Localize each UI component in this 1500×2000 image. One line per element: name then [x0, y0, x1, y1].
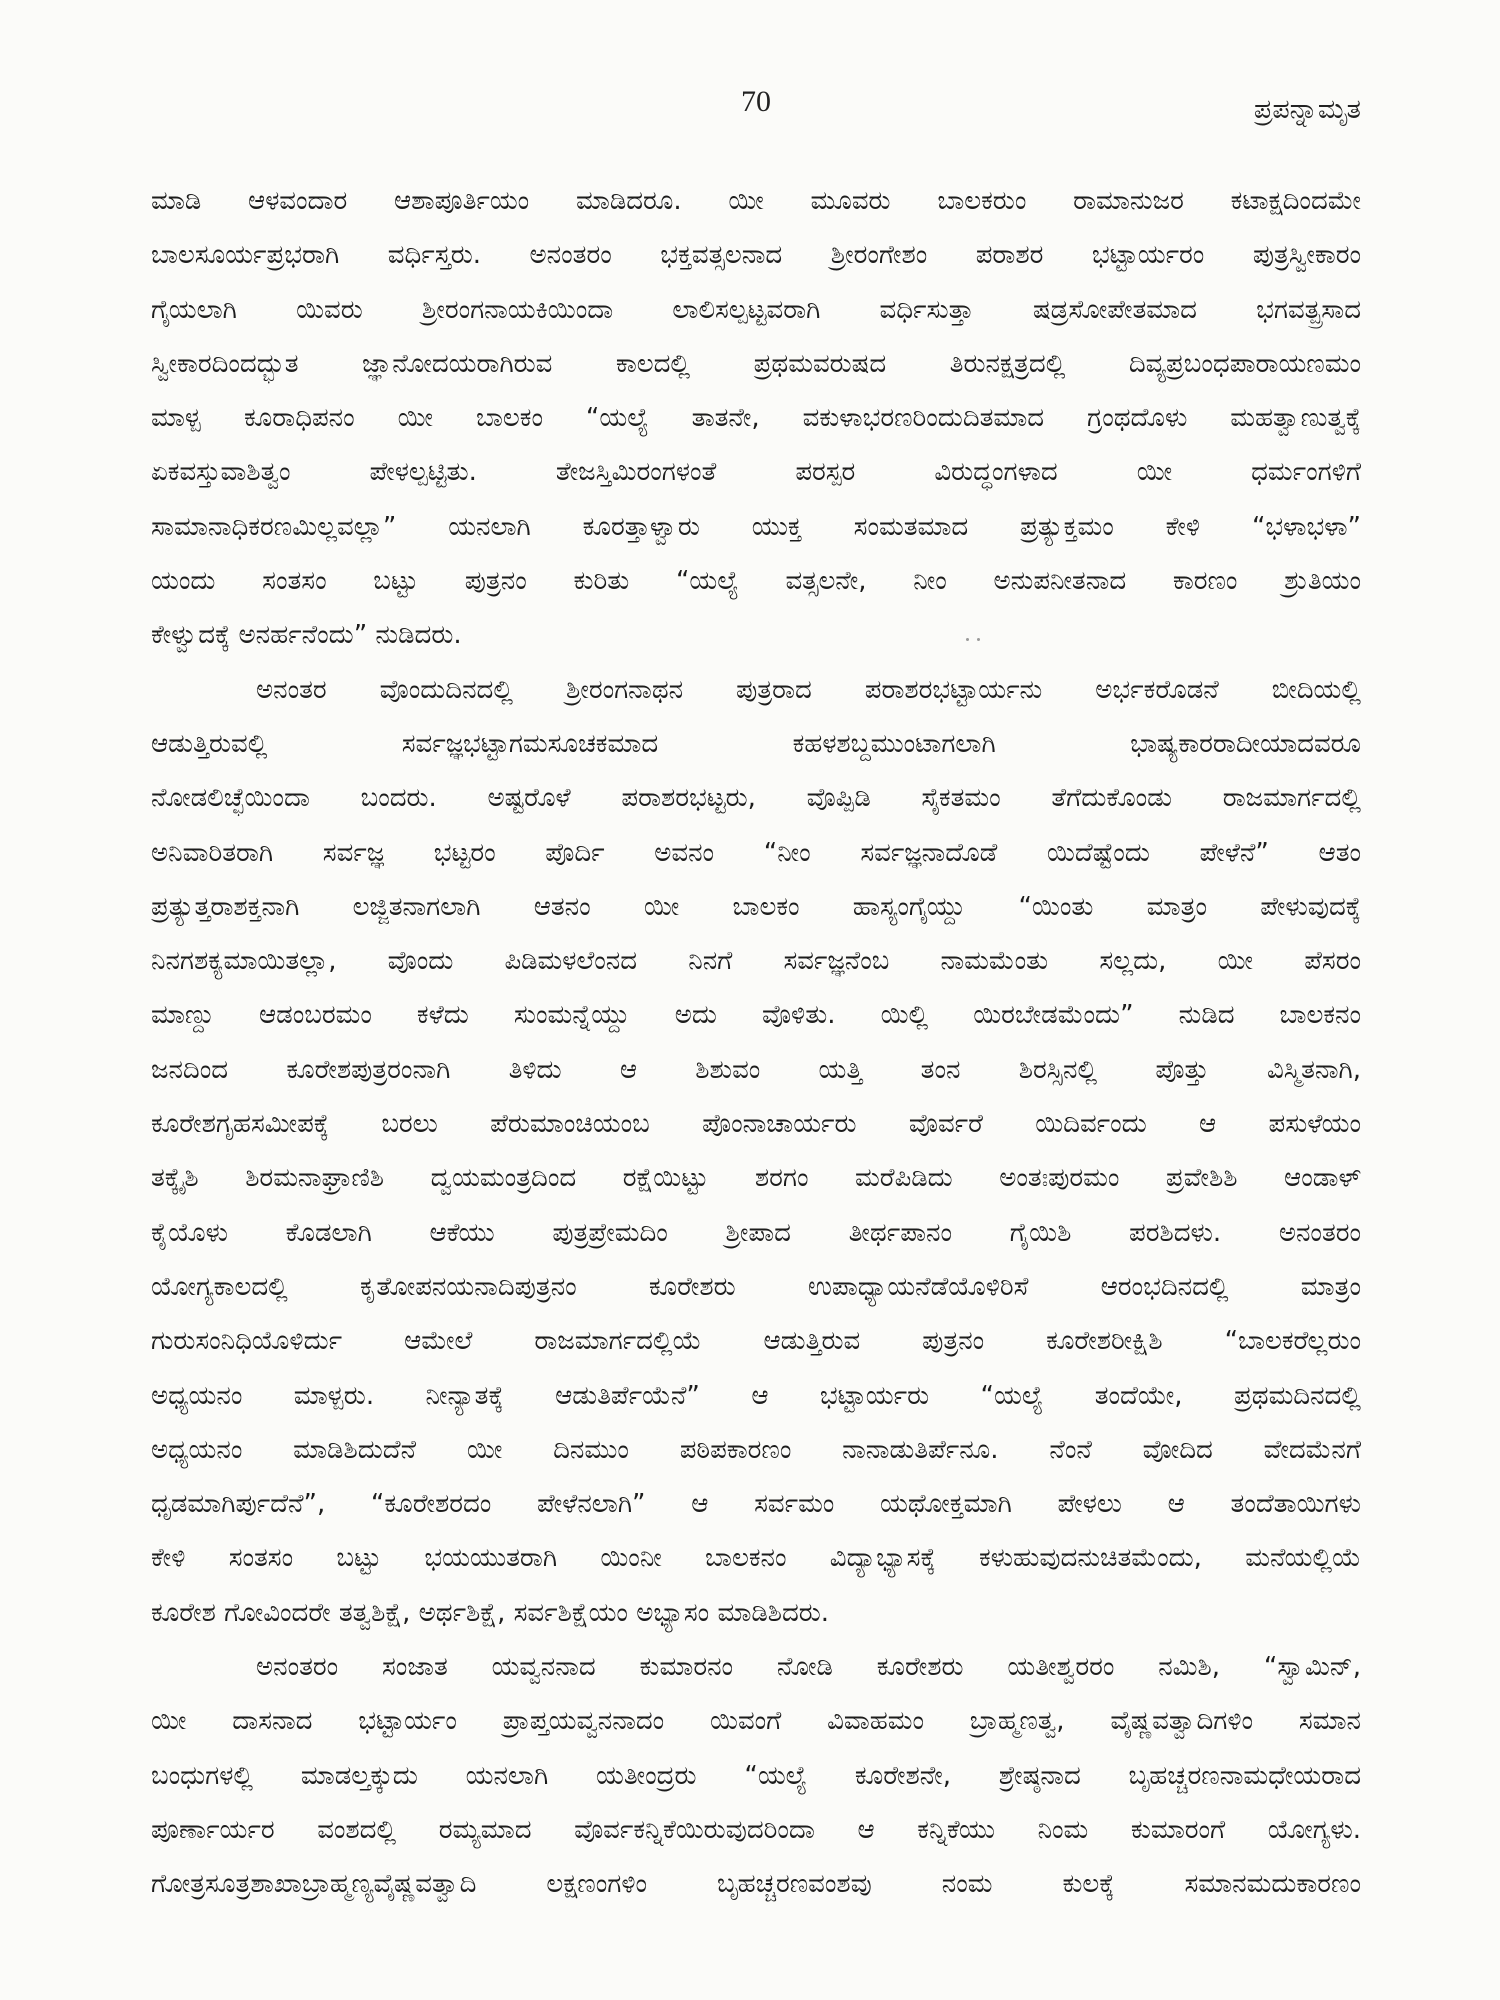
text-line: ಕೈಯೊಳು ಕೊಡಲಾಗಿ ಆಕೆಯು ಪುತ್ರಪ್ರೇಮದಿಂ ಶ್ರೀಪಾದ ತೀರ್ಥಪಾನಂ ಗೈಯಿಶಿ ಪರಶಿದಳು. ಅನಂತರಂ: [151, 1217, 1361, 1248]
text-line: ಕೇಳ್ವುದಕ್ಕೆ ಅನರ್ಹನೆಂದು” ನುಡಿದರು.: [151, 620, 462, 651]
text-line: ಕೂರೇಶ ಗೋವಿಂದರೇ ತತ್ವಶಿಕ್ಷೆ, ಅರ್ಥಶಿಕ್ಷೆ, ಸರ್ವಶಿಕ್ಷೆಯಂ ಅಭ್ಯಾಸಂ ಮಾಡಿಶಿದರು.: [151, 1597, 830, 1628]
text-line: ಯಂದು ಸಂತಸಂ ಬಟ್ಟು ಪುತ್ರನಂ ಕುರಿತು “ಯಲ್ಯೆ ವತ್ಸಲನೇ, ನೀಂ ಅನುಪನೀತನಾದ ಕಾರಣಂ ಶ್ರುತಿಯಂ: [151, 566, 1361, 597]
text-line: ಮಾಡಿ ಆಳವಂದಾರ ಆಶಾಪೂರ್ತಿಯಂ ಮಾಡಿದರೂ. ಯೀ ಮೂವರು ಬಾಲಕರುಂ ರಾಮಾನುಜರ ಕಟಾಕ್ಷದಿಂದಮೇ: [151, 186, 1361, 216]
text-line: ಆಡುತ್ತಿರುವಲ್ಲಿ ಸರ್ವಜ್ಞಭಟ್ಟಾಗಮಸೂಚಕಮಾದ ಕಹಳಶಬ್ದಮುಂಟಾಗಲಾಗಿ ಭಾಷ್ಯಕಾರರಾದೀಯಾದವರೂ: [151, 728, 1361, 759]
text-line: ಅಧ್ಯಯನಂ ಮಾಳ್ಪರು. ನೀನ್ಯಾತಕ್ಕೆ ಆಡುತಿರ್ಪೆಯೆನೆ” ಆ ಭಟ್ಟಾರ್ಯರು “ಯಲ್ಯೆ ತಂದೆಯೇ, ಪ್ರಥಮದಿನದಲ್ಲಿ: [151, 1380, 1361, 1411]
text-line: ತಕ್ಕೈಶಿ ಶಿರಮನಾಘ್ರಾಣಿಶಿ ದ್ವಯಮಂತ್ರದಿಂದ ರಕ್ಷೆಯಿಟ್ಟು ಶರಗಂ ಮರೆಪಿಡಿದು ಅಂತಃಪುರಮಂ ಪ್ರವೇಶಿಶಿ ಆಂಡಾಳ್: [151, 1163, 1361, 1194]
page-number: 70: [741, 85, 771, 118]
text-line: ಅಧ್ಯಯನಂ ಮಾಡಿಶಿದುದೆನೆ ಯೀ ದಿನಮುಂ ಪಠಿಪಕಾರಣಂ ನಾನಾಡುತಿರ್ಪೆನೂ. ನೆಂನೆ ವೋದಿದ ವೇದಮೆನಗೆ: [151, 1434, 1361, 1465]
text-line: ಜನದಿಂದ ಕೂರೇಶಪುತ್ರರಂನಾಗಿ ತಿಳಿದು ಆ ಶಿಶುವಂ ಯತ್ತಿ ತಂನ ಶಿರಸ್ಸಿನಲ್ಲಿ ಪೊತ್ತು ವಿಸ್ಮಿತನಾಗಿ,: [151, 1054, 1361, 1085]
text-line: ಯೀ ದಾಸನಾದ ಭಟ್ಟಾರ್ಯಂ ಪ್ರಾಪ್ತಯವ್ವನನಾದಂ ಯಿವಂಗೆ ವಿವಾಹಮಂ ಬ್ರಾಹ್ಮಣತ್ವ, ವೈಷ್ಣವತ್ವಾದಿಗಳಿಂ ಸಮಾನ: [151, 1706, 1361, 1737]
text-line: ನಿನಗಶಕ್ಯಮಾಯಿತಲ್ಲಾ, ವೊಂದು ಪಿಡಿಮಳಲೆಂನದ ನಿನಗೆ ಸರ್ವಜ್ಞನೆಂಬ ನಾಮಮೆಂತು ಸಲ್ಲದು, ಯೀ ಪೆಸರಂ: [151, 946, 1361, 977]
text-line: ಗುರುಸಂನಿಧಿಯೊಳಿರ್ದು ಆಮೇಲೆ ರಾಜಮಾರ್ಗದಲ್ಲಿಯೆ ಆಡುತ್ತಿರುವ ಪುತ್ರನಂ ಕೂರೇಶರೀಕ್ಷಿಶಿ “ಬಾಲಕರೆಲ್ಲರುಂ: [151, 1326, 1361, 1357]
text-line: ಗೈಯಲಾಗಿ ಯಿವರು ಶ್ರೀರಂಗನಾಯಕಿಯಿಂದಾ ಲಾಲಿಸಲ್ಪಟ್ಟವರಾಗಿ ವರ್ಧಿಸುತ್ತಾ ಷಡ್ರಸೋಪೇತಮಾದ ಭಗವತ್ಪ್ರಸಾದ: [151, 294, 1361, 325]
text-line: ಪೂರ್ಣಾರ್ಯರ ವಂಶದಲ್ಲಿ ರಮ್ಯಮಾದ ವೊರ್ವಕನ್ನಿಕೆಯಿರುವುದರಿಂದಾ ಆ ಕನ್ನಿಕೆಯು ನಿಂಮ ಕುಮಾರಂಗೆ ಯೋಗ್ಯಳು.: [151, 1814, 1361, 1845]
paragraph: [151, 1640, 1361, 1911]
text-line: ಕೂರೇಶಗೃಹಸಮೀಪಕ್ಕೆ ಬರಲು ಪೆರುಮಾಂಚಿಯಂಬ ಪೊಂನಾಚಾರ್ಯರು ವೊರ್ವರೆ ಯಿದಿರ್ವಂದು ಆ ಪಸುಳೆಯಂ: [151, 1109, 1361, 1140]
text-line: ಬಾಲಸೂರ್ಯಪ್ರಭರಾಗಿ ವರ್ಧಿಸ್ತರು. ಅನಂತರಂ ಭಕ್ತವತ್ಸಲನಾದ ಶ್ರೀರಂಗೇಶಂ ಪರಾಶರ ಭಟ್ಟಾರ್ಯರಂ ಪುತ್ರಸ್ವೀಕಾರಂ: [151, 240, 1361, 271]
running-title: ಪ್ರಪನ್ನಾಮೃತ: [1253, 94, 1361, 125]
text-line: ಸಾಮಾನಾಧಿಕರಣಮಿಲ್ಲವಲ್ಲಾ” ಯನಲಾಗಿ ಕೂರತ್ತಾಳ್ವಾರು ಯುಕ್ತ ಸಂಮತಮಾದ ಪ್ರತ್ಯುಕ್ತಮಂ ಕೇಳಿ “ಭಳಾಭಳಾ”: [151, 511, 1361, 542]
text-line: ಏಕವಸ್ತುವಾಶಿತ್ವಂ ಪೇಳಲ್ಪಟ್ಟಿತು. ತೇಜಸ್ತಿಮಿರಂಗಳಂತೆ ಪರಸ್ಪರ ವಿರುದ್ಧಂಗಳಾದ ಯೀ ಧರ್ಮಂಗಳಿಗೆ: [151, 457, 1361, 488]
text-line: ಅನಿವಾರಿತರಾಗಿ ಸರ್ವಜ್ಞ ಭಟ್ಟರಂ ಪೊರ್ದಿ ಅವನಂ “ನೀಂ ಸರ್ವಜ್ಞನಾದೊಡೆ ಯಿದೆಷ್ಟೆಂದು ಪೇಳೆನೆ” ಆತಂ: [151, 837, 1361, 868]
text-line: ಗೋತ್ರಸೂತ್ರಶಾಖಾಬ್ರಾಹ್ಮಣ್ಯವೈಷ್ಣವತ್ವಾದಿ ಲಕ್ಷಣಂಗಳಿಂ ಬೃಹಚ್ಚರಣವಂಶವು ನಂಮ ಕುಲಕ್ಕೆ ಸಮಾನಮದುಕಾರಣಂ: [151, 1869, 1361, 1900]
text-line: ಧೃಡಮಾಗಿರ್ಪುದೆನೆ”, “ಕೂರೇಶರದಂ ಪೇಳೆನಲಾಗಿ” ಆ ಸರ್ವಮಂ ಯಥೋಕ್ತಮಾಗಿ ಪೇಳಲು ಆ ತಂದೆತಾಯಿಗಳು: [151, 1489, 1361, 1520]
text-line: ಅನಂತರಂ ಸಂಜಾತ ಯವ್ವನನಾದ ಕುಮಾರನಂ ನೋಡಿ ಕೂರೇಶರು ಯತೀಶ್ವರರಂ ನಮಿಶಿ, “ಸ್ವಾಮಿನ್,: [256, 1652, 1361, 1683]
text-line: ಅನಂತರ ವೊಂದುದಿನದಲ್ಲಿ ಶ್ರೀರಂಗನಾಥನ ಪುತ್ರರಾದ ಪರಾಶರಭಟ್ಟಾರ್ಯನು ಅರ್ಭಕರೊಡನೆ ಬೀದಿಯಲ್ಲಿ: [256, 674, 1361, 705]
text-line: ಮಾಳ್ಪ ಕೂರಾಧಿಪನಂ ಯೀ ಬಾಲಕಂ “ಯಲ್ಯೆ ತಾತನೇ, ವಕುಳಾಭರಣರಿಂದುದಿತಮಾದ ಗ್ರಂಥದೊಳು ಮಹತ್ವಾಣುತ್ವಕ್ಕೆ: [151, 403, 1361, 434]
paragraph: [151, 174, 1361, 663]
text-line: ಸ್ವೀಕಾರದಿಂದದ್ಭುತ ಜ್ಞಾನೋದಯರಾಗಿರುವ ಕಾಲದಲ್ಲಿ ಪ್ರಥಮವರುಷದ ತಿರುನಕ್ಷತ್ರದಲ್ಲಿ ದಿವ್ಯಪ್ರಬಂಧಪಾರಾಯಣಮಂ: [151, 348, 1361, 379]
page-body: [151, 174, 1361, 1912]
text-line: ಯೋಗ್ಯಕಾಲದಲ್ಲಿ ಕೃತೋಪನಯನಾದಿಪುತ್ರನಂ ಕೂರೇಶರು ಉಪಾಧ್ಯಾಯನೆಡೆಯೊಳಿರಿಸೆ ಆರಂಭದಿನದಲ್ಲಿ ಮಾತ್ರಂ: [151, 1271, 1361, 1302]
paragraph: [151, 663, 1361, 1640]
text-line: ಪ್ರತ್ಯುತ್ತರಾಶಕ್ತನಾಗಿ ಲಜ್ಜಿತನಾಗಲಾಗಿ ಆತನಂ ಯೀ ಬಾಲಕಂ ಹಾಸ್ಯಂಗೈಯ್ದು “ಯಿಂತು ಮಾತ್ರಂ ಪೇಳುವುದಕ್ಕೆ: [151, 891, 1361, 922]
text-line: ಬಂಧುಗಳಲ್ಲಿ ಮಾಡಲ್ತಕ್ಕುದು ಯನಲಾಗಿ ಯತೀಂದ್ರರು “ಯಲ್ಯೆ ಕೂರೇಶನೇ, ಶ್ರೇಷ್ಠನಾದ ಬೃಹಚ್ಚರಣನಾಮಧೇಯರಾದ: [151, 1760, 1361, 1791]
text-line: ಕೇಳಿ ಸಂತಸಂ ಬಟ್ಟು ಭಯಯುತರಾಗಿ ಯಿಂನೀ ಬಾಲಕನಂ ವಿದ್ಯಾಭ್ಯಾಸಕ್ಕೆ ಕಳುಹುವುದನುಚಿತಮೆಂದು, ಮನೆಯಲ್ಲಿಯೆ: [151, 1543, 1361, 1574]
text-line: ಮಾಣ್ದು ಆಡಂಬರಮಂ ಕಳೆದು ಸುಂಮನ್ನೆಯ್ದು ಅದು ವೊಳಿತು. ಯಿಲ್ಲಿ ಯಿರಬೇಡಮೆಂದು” ನುಡಿದ ಬಾಲಕನಂ: [151, 1000, 1361, 1031]
text-line: ನೋಡಲಿಚ್ಛೆಯಿಂದಾ ಬಂದರು. ಅಷ್ಟರೊಳೆ ಪರಾಶರಭಟ್ಟರು, ವೊಪ್ಪಿಡಿ ಸೈಕತಮಂ ತೆಗೆದುಕೊಂಡು ರಾಜಮಾರ್ಗದಲ್ಲಿ: [151, 783, 1361, 814]
